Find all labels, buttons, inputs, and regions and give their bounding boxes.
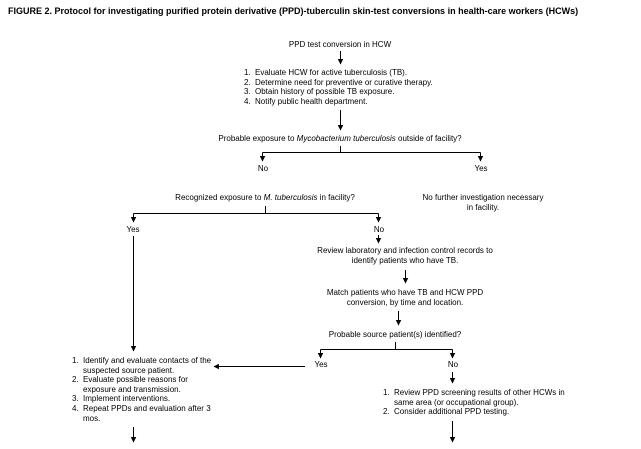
branch-line-source — [321, 342, 453, 350]
list-item-number: 4. — [72, 403, 79, 413]
list-item-text: Consider additional PPD testing. — [394, 407, 510, 417]
list-item-text: Evaluate HCW for active tuberculosis (TB). — [255, 68, 408, 77]
branch-label-no-source: No — [447, 360, 459, 369]
list-item-number: 1. — [72, 356, 79, 365]
list-item — [72, 375, 222, 394]
list-item-number: 2. — [244, 77, 251, 87]
question-text-post: outside of facility? — [395, 134, 462, 143]
branch-label-yes-facility: Yes — [126, 225, 140, 234]
question-text-italic: M. tuberculosis — [263, 193, 318, 202]
list-item-text: Repeat PPDs and evaluation after 3 mos. — [83, 403, 211, 423]
question-facility-exposure — [145, 193, 385, 203]
question-text-pre: Recognized exposure to — [175, 193, 264, 202]
list-item-text: Identify and evaluate contacts of the suspected source patient. — [83, 356, 212, 375]
match-patients-node: Match patients who have TB and HCW PPD conversion, by time and location. — [326, 288, 484, 307]
initial-steps-list — [244, 68, 454, 106]
branch-label-no-outside: No — [257, 164, 269, 173]
list-item — [244, 87, 454, 97]
question-source-patient: Probable source patient(s) identified? — [328, 330, 462, 339]
list-item-number: 3. — [244, 87, 251, 97]
no-further-investigation-node: No further investigation necessary in facility. — [422, 193, 544, 212]
branch-line-facility — [134, 206, 379, 214]
branch-label-yes-source: Yes — [314, 360, 328, 369]
list-item-number: 3. — [72, 394, 79, 404]
list-item — [383, 388, 579, 407]
list-item — [72, 404, 222, 423]
list-item — [72, 356, 222, 375]
list-item-text: Notify public health department. — [255, 96, 368, 106]
list-item — [244, 68, 454, 78]
list-item-number: 4. — [244, 96, 251, 106]
list-item-text: Review PPD screening results of other HCWs in same area (or occupational group). — [394, 388, 565, 407]
list-item-number: 2. — [383, 407, 390, 417]
question-outside-exposure — [190, 134, 490, 144]
list-item-text: Implement interventions. — [83, 394, 171, 404]
screening-actions-list — [383, 388, 579, 417]
list-item-number: 1. — [383, 388, 390, 397]
question-text-italic: Mycobacterium tuberculosis — [296, 134, 396, 143]
figure-title: FIGURE 2. Protocol for investigating purified protein derivative (PPD)-tuberculin skin-test conversions in health-care workers (HCWs) — [8, 6, 579, 16]
list-item-number: 2. — [72, 375, 79, 385]
review-records-node: Review laboratory and infection control records to identify patients who have TB. — [317, 246, 493, 265]
list-item — [244, 78, 454, 88]
question-text-post: in facility? — [317, 193, 355, 202]
list-item-text: Evaluate possible reasons for exposure and transmission. — [83, 375, 188, 394]
list-item — [244, 97, 454, 107]
list-item — [72, 394, 222, 404]
contact-actions-list — [72, 356, 222, 423]
start-node: PPD test conversion in HCW — [288, 40, 392, 49]
branch-label-yes-outside: Yes — [474, 164, 488, 173]
list-item-number: 1. — [244, 68, 251, 77]
list-item-text: Determine need for preventive or curative therapy. — [255, 77, 433, 87]
branch-label-no-facility: No — [373, 225, 385, 234]
list-item-text: Obtain history of possible TB exposure. — [255, 87, 395, 97]
branch-line-outside — [263, 146, 481, 153]
question-text-pre: Probable exposure to — [218, 134, 297, 143]
list-item — [383, 407, 579, 417]
